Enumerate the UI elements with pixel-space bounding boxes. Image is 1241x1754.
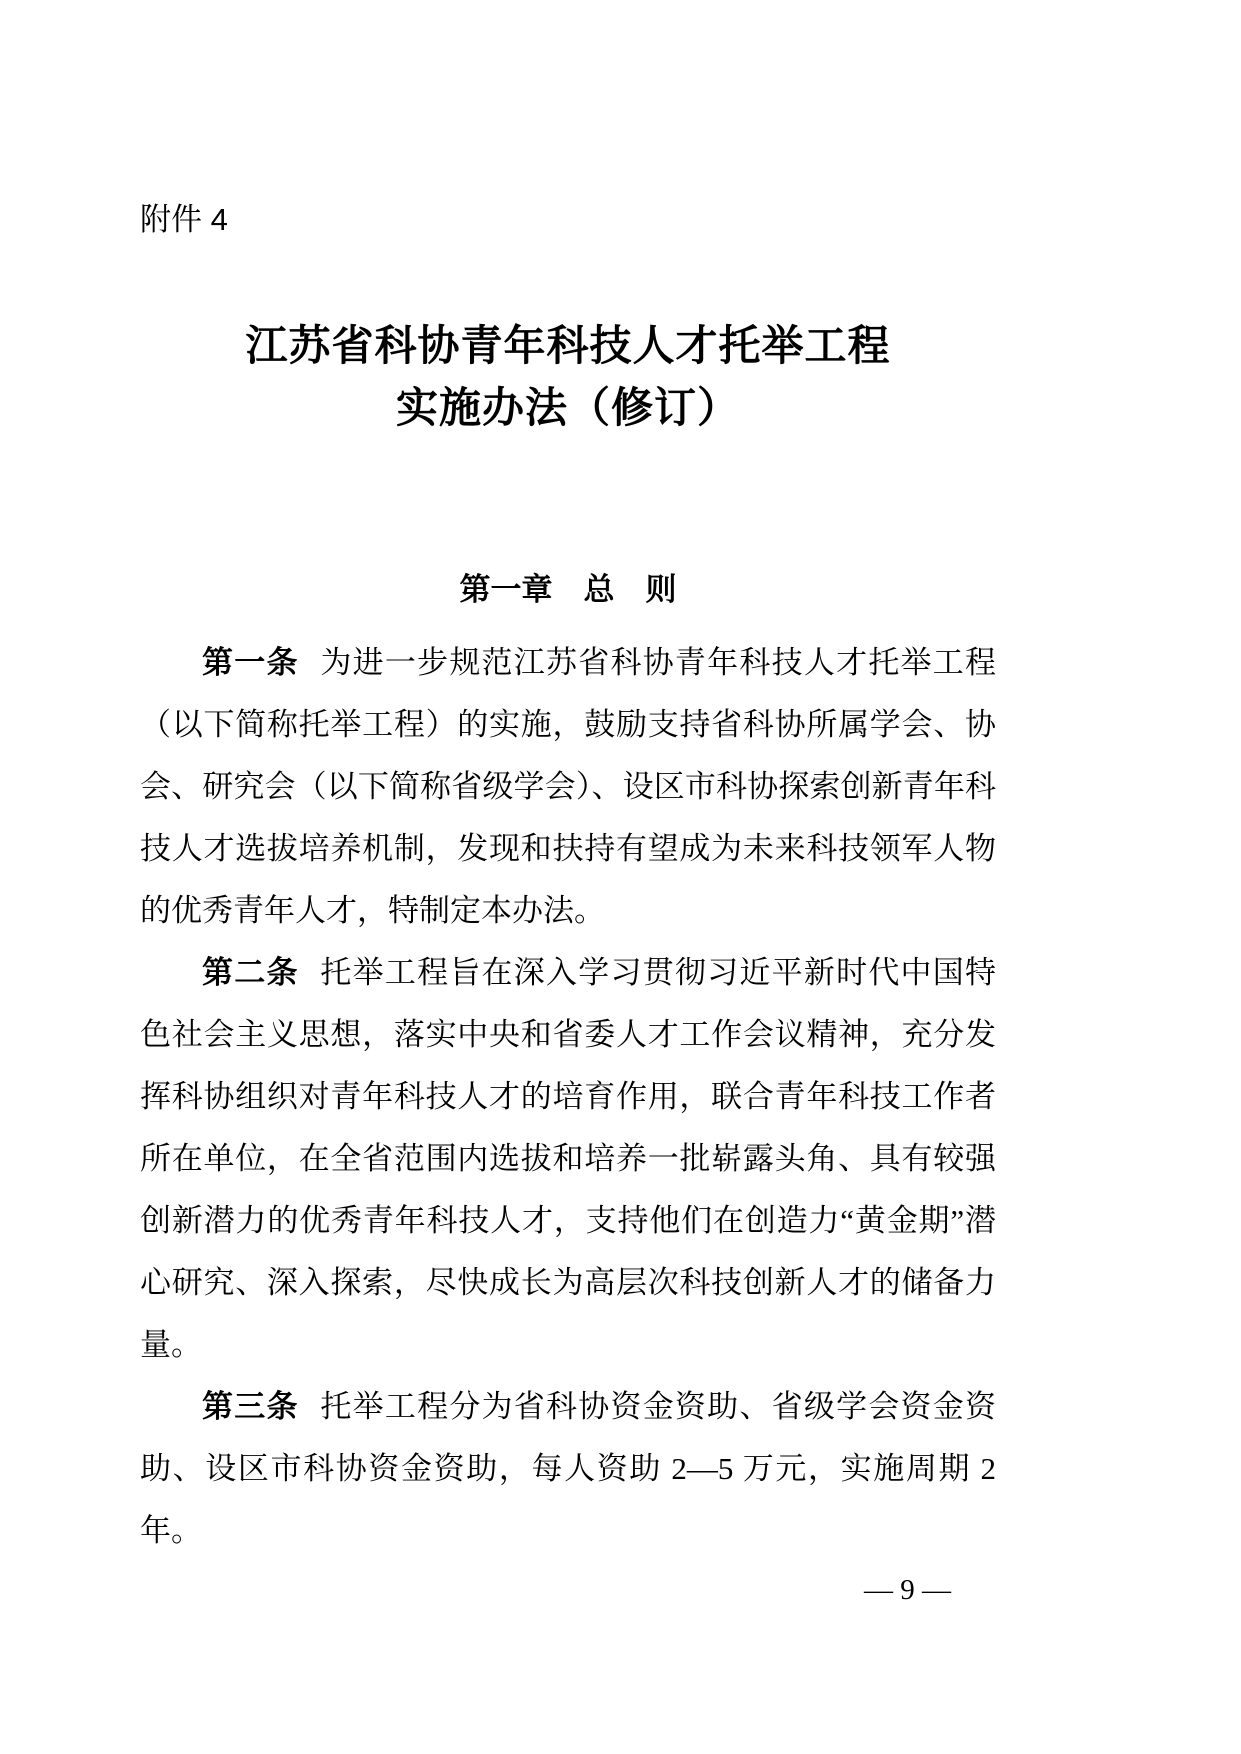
- article-1-term: 第一条: [202, 645, 299, 680]
- article-1-text: 为进一步规范江苏省科协青年科技人才托举工程（以下简称托举工程）的实施，鼓励支持省科协所属学会、协会、研究会（以下简称省级学会）、设区市科协探索创新青年科技人才选拔培养机制，发现和扶持有望成为未来科技领军人物的优秀青年人才，特制定本办法。: [140, 645, 997, 928]
- article-1: [140, 632, 996, 942]
- document-body: [140, 632, 996, 1562]
- document-title-line2: 实施办法（修订）: [395, 386, 740, 432]
- article-3: [140, 1376, 996, 1562]
- document-content: [140, 0, 996, 1562]
- article-3-text: 托举工程分为省科协资金资助、省级学会资金资助、设区市科协资金资助，每人资助 2—5 万元，实施周期 2 年。: [140, 1389, 997, 1548]
- document-title: [140, 316, 996, 440]
- chapter-heading: 第一章 总 则: [459, 572, 677, 607]
- article-2: [140, 942, 996, 1376]
- page-number: — 9 —: [864, 1574, 951, 1606]
- article-2-term: 第二条: [202, 955, 299, 990]
- article-2-text: 托举工程旨在深入学习贯彻习近平新时代中国特色社会主义思想，落实中央和省委人才工作会议精神，充分发挥科协组织对青年科技人才的培育作用，联合青年科技工作者所在单位，在全省范围内选拔和培养一批崭露头角、具有较强创新潜力的优秀青年科技人才，支持他们在创造力“黄金期”潜心研究、深入探索，尽快成长为高层次科技创新人才的储备力量。: [140, 955, 997, 1362]
- attachment-label: 附件 4: [140, 202, 228, 237]
- document-title-line1: 江苏省科协青年科技人才托举工程: [245, 324, 891, 370]
- article-3-term: 第三条: [202, 1389, 299, 1424]
